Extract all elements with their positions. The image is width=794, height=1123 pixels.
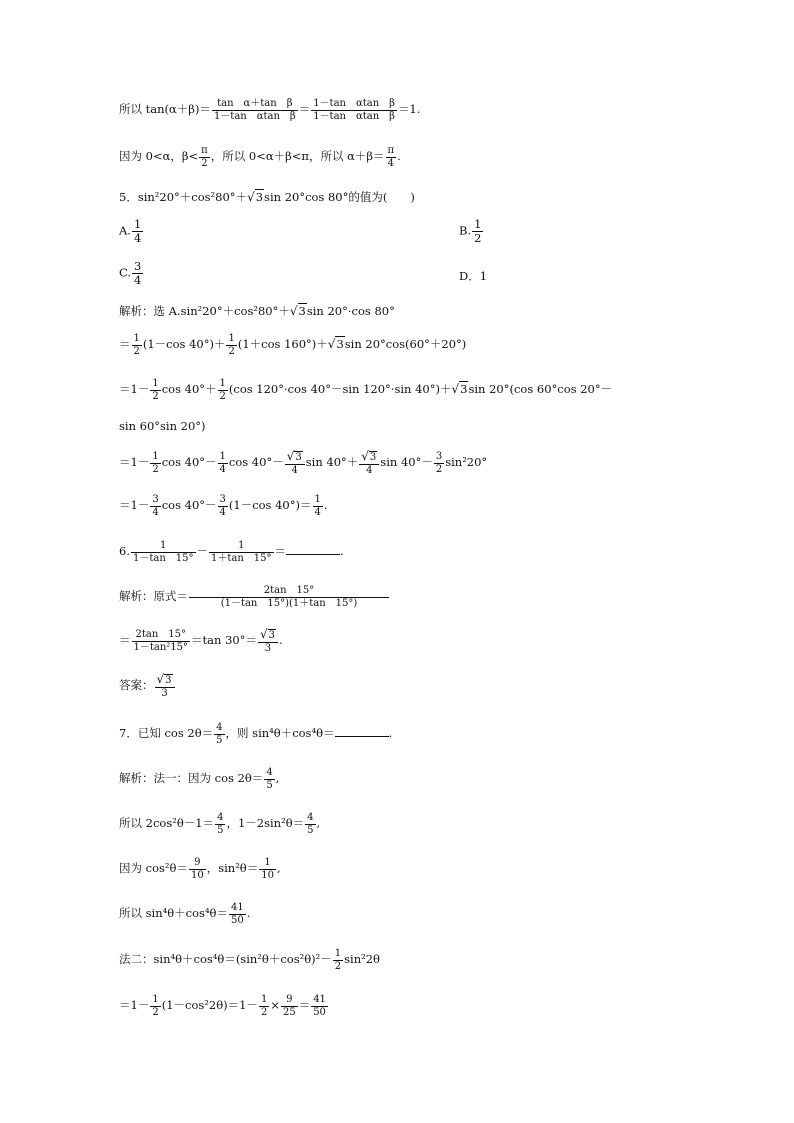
text: (cos 120°·cos 40°－sin 120°·sin 40°)＋ [228, 382, 452, 396]
numerator: 3 [152, 494, 159, 505]
text: 解析：法一：因为 cos 2θ＝ [119, 771, 264, 785]
fraction [259, 994, 269, 1018]
fraction: $\frac{√3}{3}$ [155, 673, 175, 699]
fraction [150, 378, 160, 402]
denominator: 4 [314, 506, 321, 518]
denominator: 4 [387, 157, 395, 169]
fraction [311, 994, 328, 1018]
numerator: π [387, 145, 395, 156]
numerator: 2tan 15° [189, 585, 389, 598]
line-tan-sum [119, 98, 420, 122]
option-label: C. [119, 265, 132, 280]
solution-7-line-2 [119, 812, 320, 836]
denominator: 4 [366, 464, 373, 476]
text: 6. [119, 544, 130, 558]
fraction [212, 98, 298, 122]
text: . [323, 498, 328, 512]
option-A [119, 218, 144, 245]
fraction [218, 494, 228, 518]
denominator: 1－tan 15° [132, 552, 194, 564]
denominator: 2 [260, 1006, 268, 1018]
answer-6 [119, 673, 176, 699]
fraction [209, 540, 274, 564]
numerator: 1 [152, 994, 159, 1005]
text: 答案： [119, 678, 154, 693]
numerator: π [201, 145, 208, 156]
text: ，sin²θ＝ [206, 861, 259, 875]
solution-5-line-4 [119, 421, 206, 433]
text: ＝ [298, 102, 311, 116]
text: (1－cos 40°)＋ [142, 337, 226, 351]
fraction [189, 585, 389, 609]
solution-5-line-5 [119, 450, 487, 476]
numerator: 1 [133, 217, 142, 231]
text: 解析：原式＝ [119, 589, 188, 603]
text: － [196, 544, 208, 558]
text: cos 40°－ [228, 455, 284, 470]
text: sin²2θ [344, 952, 380, 966]
denominator: 2 [133, 345, 140, 357]
numerator: 1 [334, 948, 342, 959]
text: , [276, 861, 281, 875]
radicand: 3 [295, 452, 302, 463]
denominator: 4 [291, 464, 298, 476]
numerator: 3 [435, 451, 443, 463]
denominator: (1－tan 15°)(1＋tan 15°) [220, 597, 358, 609]
denominator: 4 [134, 273, 142, 288]
fraction [311, 98, 397, 122]
text: (1－cos 40°)＝ [228, 498, 312, 512]
text: cos 40°－ [161, 455, 217, 470]
numerator: 2tan 15° [132, 629, 191, 642]
text: ，所以 0<α＋β<π，所以 α＋β＝ [210, 149, 385, 163]
denominator: 2 [152, 1006, 159, 1018]
fraction [313, 494, 323, 518]
denominator: 1＋tan 15° [211, 552, 272, 564]
numerator: 1 [259, 857, 276, 870]
numerator: 4 [217, 812, 224, 823]
solution-7-line-6 [119, 994, 329, 1018]
text: sin²20° [445, 455, 488, 470]
fraction [132, 260, 143, 287]
answer-blank [335, 725, 389, 737]
solution-5-line-2 [119, 333, 466, 357]
denominator: 2 [201, 157, 208, 169]
solution-5-line-3 [119, 378, 612, 402]
text: 因为 0<α，β< [119, 149, 199, 163]
numerator: 4 [216, 722, 223, 733]
line-range [119, 145, 401, 169]
sqrt: √3 [327, 337, 344, 351]
denominator: 10 [261, 869, 274, 881]
option-label: A. [119, 223, 131, 238]
denominator: 50 [230, 914, 244, 926]
text: 所以 tan(α＋β)＝ [119, 102, 211, 116]
solution-7-line-4 [119, 902, 250, 926]
numerator: 1 [314, 494, 321, 505]
fraction [218, 451, 228, 475]
solution-7-line-1 [119, 767, 279, 791]
text: ＝ [119, 337, 131, 351]
text: ＝ [119, 633, 131, 648]
numerator: 1 [219, 451, 226, 463]
text: sin 20°cos(60°＋20°) [344, 337, 467, 351]
denominator: 4 [219, 463, 226, 475]
denominator: 10 [190, 869, 204, 881]
text: ＝1－ [119, 455, 150, 470]
denominator: 50 [313, 1006, 326, 1018]
numerator: 1 [131, 540, 196, 553]
numerator: 4 [307, 812, 314, 823]
fraction [226, 333, 236, 357]
text: × [270, 998, 280, 1012]
text: . [279, 633, 283, 648]
option-D [459, 271, 487, 283]
fraction: $\frac{√3}{4}$ [359, 450, 379, 476]
solution-6-line-1 [119, 585, 390, 609]
numerator: 9 [281, 994, 298, 1007]
text: , [316, 816, 321, 830]
fraction [264, 767, 274, 791]
numerator: 1－tan αtan β [313, 98, 395, 109]
denominator: 5 [266, 779, 273, 791]
fraction [259, 857, 276, 881]
solution-5-line-1 [119, 305, 395, 318]
sqrt: √3 [247, 190, 264, 204]
denominator: 4 [219, 506, 226, 518]
numerator: 1 [133, 333, 140, 344]
fraction [218, 378, 228, 402]
denominator: 2 [474, 231, 482, 246]
question-7 [119, 722, 392, 746]
numerator: 1 [219, 378, 226, 389]
numerator: 1 [474, 217, 482, 231]
denominator: 2 [219, 390, 226, 402]
text: cos 40°＋ [161, 382, 217, 396]
fraction [281, 994, 298, 1018]
numerator: 1 [152, 378, 159, 389]
text: 解析：选 A.sin²20°＋cos²80°＋ [119, 304, 290, 318]
denominator: 5 [216, 734, 223, 746]
text: ＝1－ [119, 998, 150, 1012]
denominator: 2 [152, 463, 159, 475]
option-label: D．1 [459, 269, 488, 283]
denominator: 2 [152, 390, 159, 402]
fraction [199, 145, 210, 169]
fraction [434, 451, 444, 475]
denominator: 2 [334, 960, 342, 972]
text: . [246, 906, 251, 920]
fraction [132, 333, 142, 357]
numerator: 3 [134, 259, 142, 273]
sqrt: √3 [451, 382, 468, 396]
text: 法二：sin⁴θ＋cos⁴θ＝(sin²θ＋cos²θ)²－ [119, 952, 332, 966]
denominator: 3 [161, 687, 168, 699]
question-5 [119, 191, 415, 204]
fraction [305, 812, 315, 836]
solution-7-line-3 [119, 857, 281, 881]
text: 7．已知 cos 2θ＝ [119, 726, 214, 740]
fraction [131, 540, 196, 564]
denominator: 5 [217, 824, 224, 836]
fraction [386, 145, 397, 169]
text: (1－cos²2θ)＝1－ [161, 998, 258, 1012]
fraction: $\frac{√3}{3}$ [258, 628, 278, 654]
denominator: 5 [307, 824, 314, 836]
denominator: 25 [282, 1006, 296, 1018]
fraction [132, 218, 143, 245]
fraction: $\frac{√3}{4}$ [285, 450, 305, 476]
text: . [388, 726, 393, 740]
text: sin 20°·cos 80° [306, 304, 395, 318]
fraction [132, 629, 191, 653]
text: cos 40°－ [161, 498, 217, 512]
solution-7-line-5 [119, 948, 380, 972]
option-label: B. [459, 223, 472, 238]
text: 所以 sin⁴θ＋cos⁴θ＝ [119, 906, 228, 920]
solution-6-line-2 [119, 628, 283, 654]
numerator: 9 [189, 857, 206, 870]
fraction [333, 948, 343, 972]
text: 5．sin²20°＋cos²80°＋ [119, 190, 248, 204]
denominator: 4 [152, 506, 159, 518]
denominator: 1－tan αtan β [313, 110, 395, 122]
denominator: 2 [435, 463, 443, 475]
numerator: 1 [228, 333, 235, 344]
numerator: 4 [266, 767, 273, 778]
radicand: 3 [369, 452, 377, 463]
answer-blank [286, 543, 340, 555]
text: sin 40°－ [380, 455, 433, 470]
numerator: tan α＋tan β [212, 98, 298, 111]
sqrt: √3 [289, 304, 306, 318]
fraction [215, 812, 225, 836]
fraction [472, 218, 483, 245]
numerator: 1 [209, 540, 274, 553]
text: sin 20°cos 80°的值为( ) [264, 190, 415, 204]
text: ＝1－ [119, 382, 150, 396]
option-C [119, 260, 144, 287]
text: 所以 2cos²θ－1＝ [119, 816, 215, 830]
text: , [275, 771, 280, 785]
text: ＝ [274, 544, 287, 558]
text: ＝1. [397, 102, 421, 116]
fraction [150, 994, 160, 1018]
numerator: 1 [152, 451, 159, 463]
radicand: 3 [336, 337, 344, 351]
text: ＝1－ [119, 498, 150, 512]
text: . [397, 149, 401, 163]
denominator: 1－tan²15° [133, 641, 189, 653]
text: sin 60°sin 20°) [119, 419, 206, 433]
text: . [340, 544, 344, 558]
radicand: 3 [298, 304, 306, 318]
radicand: 3 [268, 630, 275, 641]
numerator: 41 [230, 902, 244, 913]
option-B [459, 218, 484, 245]
text: 因为 cos²θ＝ [119, 861, 188, 875]
radicand: 3 [460, 382, 468, 396]
question-6 [119, 540, 344, 564]
denominator: 4 [133, 231, 142, 246]
numerator: 1 [260, 994, 268, 1005]
text: ，1－2sin²θ＝ [226, 816, 305, 830]
text: ＝tan 30°＝ [191, 633, 257, 648]
numerator: 41 [313, 994, 326, 1005]
text: sin 40°＋ [305, 455, 359, 470]
fraction [189, 857, 206, 881]
numerator: 3 [219, 494, 226, 505]
solution-5-line-6 [119, 494, 328, 518]
fraction [229, 902, 246, 926]
text: ＝ [298, 998, 311, 1012]
denominator: 1－tan αtan β [213, 110, 296, 122]
radicand: 3 [255, 190, 264, 204]
radicand: 3 [165, 675, 172, 686]
fraction [150, 451, 160, 475]
denominator: 3 [264, 642, 272, 654]
denominator: 2 [228, 345, 235, 357]
fraction [150, 494, 160, 518]
text: ，则 sin⁴θ＋cos⁴θ＝ [225, 726, 335, 740]
text: sin 20°(cos 60°cos 20°－ [468, 382, 613, 396]
text: (1＋cos 160°)＋ [237, 337, 328, 351]
fraction [214, 722, 224, 746]
